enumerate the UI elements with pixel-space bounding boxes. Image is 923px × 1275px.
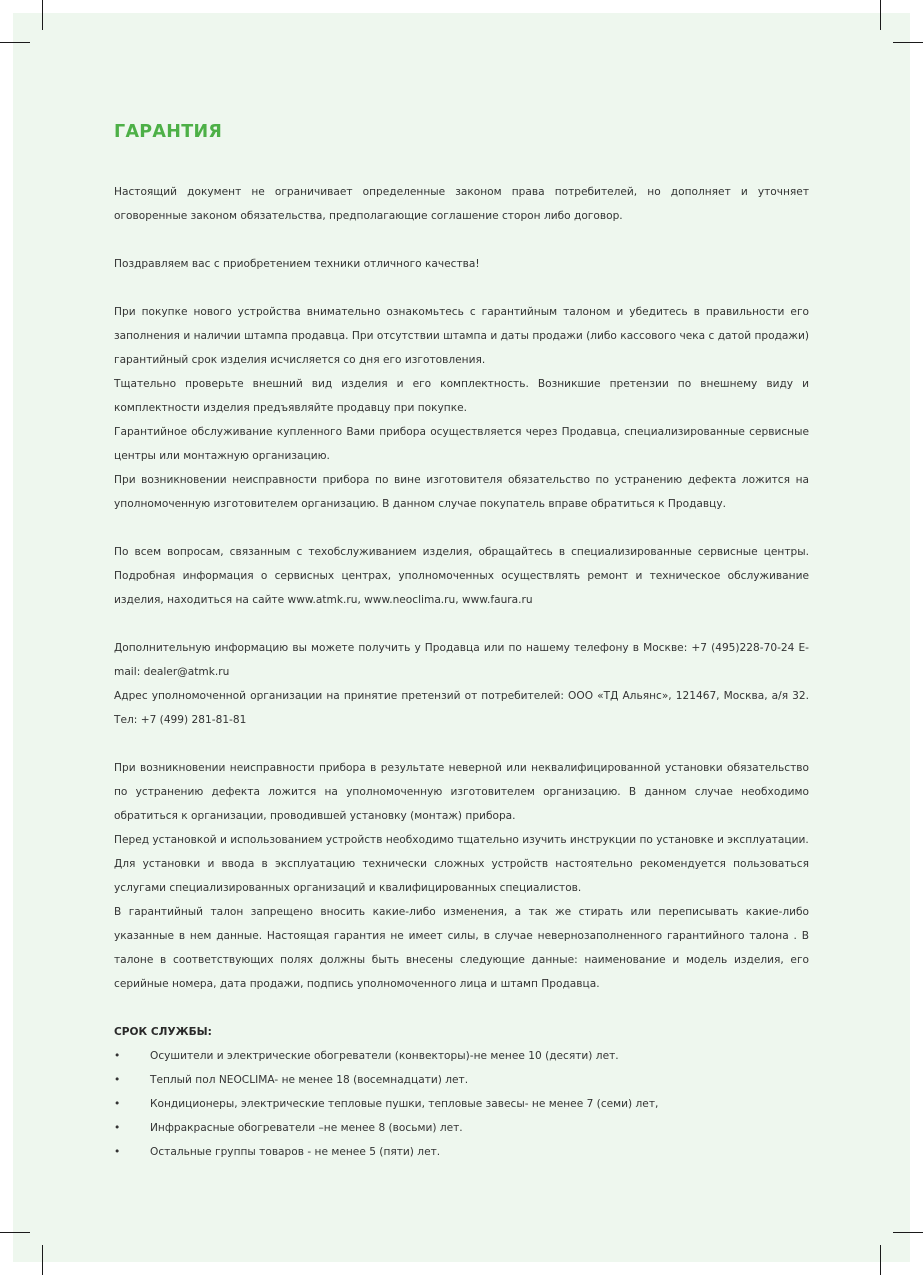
service-life-heading: СРОК СЛУЖБЫ:: [114, 1026, 212, 1038]
instructions-paragraph: Перед установкой и использованием устройств необходимо тщательно изучить инструкции по установке и эксплуатации.: [114, 834, 809, 846]
purchase-paragraph: При покупке нового устройства внимательно ознакомьтесь с гарантийным талоном и убедитесь в правильности его заполнения и наличии штампа продавца. При отсутствии штампа и даты продажи (либо кассового чека с датой продажи) гарантийный срок изделия исчисляется со дня его изготовления.: [114, 306, 809, 366]
questions-paragraph: По всем вопросам, связанным с техобслуживанием изделия, обращайтесь в специализированные сервисные центры. Подробная информация о сервисных центрах, уполномоченных осуществлять ремонт и техническое обслуживание изделия, находиться на сайте www.atmk.ru, www.neoclima.ru, www.faura.ru: [114, 546, 809, 606]
page-title: ГАРАНТИЯ: [114, 122, 223, 142]
congrats-paragraph: Поздравляем вас с приобретением техники отличного качества!: [114, 258, 480, 270]
crop-mark-top-left-v: [42, 0, 43, 30]
crop-mark-bottom-left-h: [0, 1232, 30, 1233]
list-item: • Остальные группы товаров - не менее 5 (пяти) лет.: [114, 1140, 809, 1164]
service-paragraph: Гарантийное обслуживание купленного Вами прибора осуществляется через Продавца, специализированные сервисные центры или монтажную организацию.: [114, 426, 809, 462]
crop-mark-bottom-left-v: [42, 1245, 43, 1275]
install-paragraph: При возникновении неисправности прибора в результате неверной или неквалифицированной установки обязательство по устранению дефекта ложится на уполномоченную изготовителем организацию. В данном случае необходимо обратиться к организации, проводившей установку (монтаж) прибора.: [114, 762, 809, 822]
intro-paragraph: Настоящий документ не ограничивает определенные законом права потребителей, но дополняет и уточняет оговоренные законом обязательства, предполагающие соглашение сторон либо договор.: [114, 186, 809, 222]
contact-paragraph: Дополнительную информацию вы можете получить у Продавца или по нашему телефону в Москве: +7 (495)228-70-24 E-mail: dealer@atmk.ru: [114, 642, 809, 678]
bullet-icon: •: [114, 1146, 121, 1158]
crop-mark-top-left-h: [0, 42, 30, 43]
complex-devices-paragraph: Для установки и ввода в эксплуатацию технически сложных устройств настоятельно рекомендуется пользоваться услугами специализированных организаций и квалифицированных специалистов.: [114, 858, 809, 894]
list-item: • Кондиционеры, электрические тепловые пушки, тепловые завесы- не менее 7 (семи) лет,: [114, 1092, 809, 1116]
list-item: • Инфракрасные обогреватели –не менее 8 (восьми) лет.: [114, 1116, 809, 1140]
crop-mark-bottom-right-h: [893, 1232, 923, 1233]
document-body: [114, 118, 809, 1164]
list-item: • Осушители и электрические обогреватели (конвекторы)-не менее 10 (десяти) лет.: [114, 1044, 809, 1068]
address-paragraph: Адрес уполномоченной организации на принятие претензий от потребителей: ООО «ТД Альянс», 121467, Москва, а/я 32. Тел: +7 (499) 281-81-81: [114, 690, 809, 726]
bullet-icon: •: [114, 1074, 121, 1086]
warranty-card-paragraph: В гарантийный талон запрещено вносить какие-либо изменения, а так же стирать или переписывать какие-либо указанные в нем данные. Настоящая гарантия не имеет силы, в случае невернозаполненного гарантийного талона . В талоне в соответствующих полях должны быть внесены следующие данные: наименование и модель изделия, его серийные номера, дата продажи, подпись уполномоченного лица и штамп Продавца.: [114, 906, 809, 990]
check-paragraph: Тщательно проверьте внешний вид изделия и его комплектность. Возникшие претензии по внешнему виду и комплектности изделия предъявляйте продавцу при покупке.: [114, 378, 809, 414]
crop-mark-bottom-right-v: [880, 1245, 881, 1275]
service-life-list: [114, 1044, 809, 1164]
list-item: • Теплый пол NEOCLIMA- не менее 18 (восемнадцати) лет.: [114, 1068, 809, 1092]
crop-mark-top-right-v: [880, 0, 881, 30]
bullet-icon: •: [114, 1098, 121, 1110]
defect-paragraph: При возникновении неисправности прибора по вине изготовителя обязательство по устранению дефекта ложится на уполномоченную изготовителем организацию. В данном случае покупатель вправе обратиться к Продавцу.: [114, 474, 809, 510]
bullet-icon: •: [114, 1122, 121, 1134]
bullet-icon: •: [114, 1050, 121, 1062]
crop-mark-top-right-h: [893, 42, 923, 43]
